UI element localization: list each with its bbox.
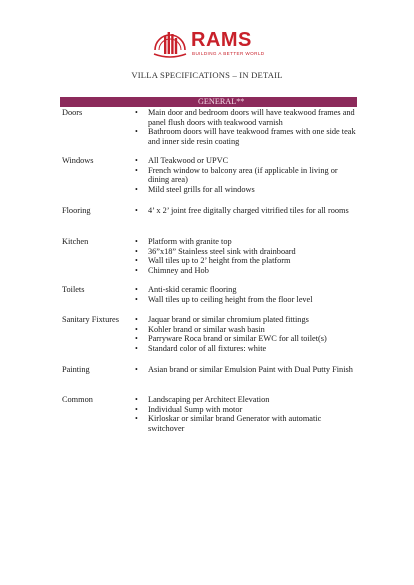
spec-label: Sanitary Fixtures (62, 315, 119, 324)
spec-list (135, 365, 357, 375)
spec-list (135, 108, 357, 147)
rams-logo (152, 20, 264, 70)
spec-item: • Asian brand or similar Emulsion Paint with Dual Putty Finish (135, 365, 353, 374)
spec-item: • Mild steel grills for all windows (135, 185, 255, 195)
spec-item: • Kohler brand or similar wash basin (135, 324, 265, 334)
bullet-icon: • (135, 266, 138, 276)
spec-item: • 4’ x 2’ joint free digitally charged vitrified tiles for all rooms (135, 206, 349, 215)
spec-label: Flooring (62, 206, 91, 215)
bullet-icon: • (135, 365, 138, 374)
spec-item: • Wall tiles up to 2’ height from the platform (135, 256, 291, 266)
spec-item: • Anti-skid ceramic flooring (135, 285, 237, 294)
bullet-icon: • (135, 185, 138, 195)
spec-list (135, 237, 357, 276)
spec-item: • Wall tiles up to ceiling height from the floor level (135, 294, 313, 304)
bullet-icon: • (135, 404, 138, 414)
spec-item: • Main door and bedroom doors will have teakwood frames and panel flush doors with teakwood varnish (135, 108, 355, 127)
spec-item: • Landscaping per Architect Elevation (135, 395, 270, 404)
bullet-icon: • (135, 256, 138, 266)
bullet-icon: • (135, 324, 138, 334)
spec-item: • French window to balcony area (if applicable in living or dining area) (135, 165, 338, 185)
spec-list (135, 315, 357, 354)
spec-label: Windows (62, 156, 94, 165)
spec-list (135, 395, 357, 434)
bullet-icon: • (135, 344, 138, 354)
bullet-icon: • (135, 395, 138, 404)
rams-logo-mark-icon (152, 26, 188, 60)
spec-label: Toilets (62, 285, 85, 294)
brand-name: RAMS (191, 29, 252, 51)
bullet-icon: • (135, 108, 138, 117)
bullet-icon: • (135, 315, 138, 324)
spec-item: • Chimney and Hob (135, 266, 209, 276)
spec-item: • 36”x18” Stainless steel sink with drainboard (135, 246, 296, 256)
section-header-label: GENERAL** (198, 97, 245, 106)
spec-item: • All Teakwood or UPVC (135, 156, 229, 165)
spec-list (135, 206, 357, 216)
spec-item: • Standard color of all fixtures: white (135, 344, 267, 354)
spec-item: • Kirloskar or similar brand Generator with automatic switchover (135, 414, 322, 434)
spec-label: Kitchen (62, 237, 89, 246)
bullet-icon: • (135, 285, 138, 294)
bullet-icon: • (135, 334, 138, 344)
bullet-icon: • (135, 414, 138, 424)
spec-list (135, 285, 357, 304)
spec-label: Common (62, 395, 93, 404)
bullet-icon: • (135, 206, 138, 215)
brand-tagline: BUILDING A BETTER WORLD (192, 51, 265, 56)
bullet-icon: • (135, 237, 138, 246)
spec-item: • Jaquar brand or similar chromium plated fittings (135, 315, 309, 324)
spec-item: • Platform with granite top (135, 237, 232, 246)
bullet-icon: • (135, 246, 138, 256)
spec-label: Doors (62, 108, 83, 117)
bullet-icon: • (135, 165, 138, 175)
bullet-icon: • (135, 127, 138, 137)
spec-item: • Individual Sump with motor (135, 404, 243, 414)
page-title: VILLA SPECIFICATIONS – IN DETAIL (131, 70, 283, 80)
spec-item: • Bathroom doors will have teakwood frames with one side teak and inner side resin coating (135, 127, 356, 147)
spec-item: • Parryware Roca brand or similar EWC for all toilet(s) (135, 334, 327, 344)
bullet-icon: • (135, 156, 138, 165)
spec-list (135, 156, 357, 195)
bullet-icon: • (135, 294, 138, 304)
section-header (60, 97, 357, 107)
spec-label: Painting (62, 365, 90, 374)
